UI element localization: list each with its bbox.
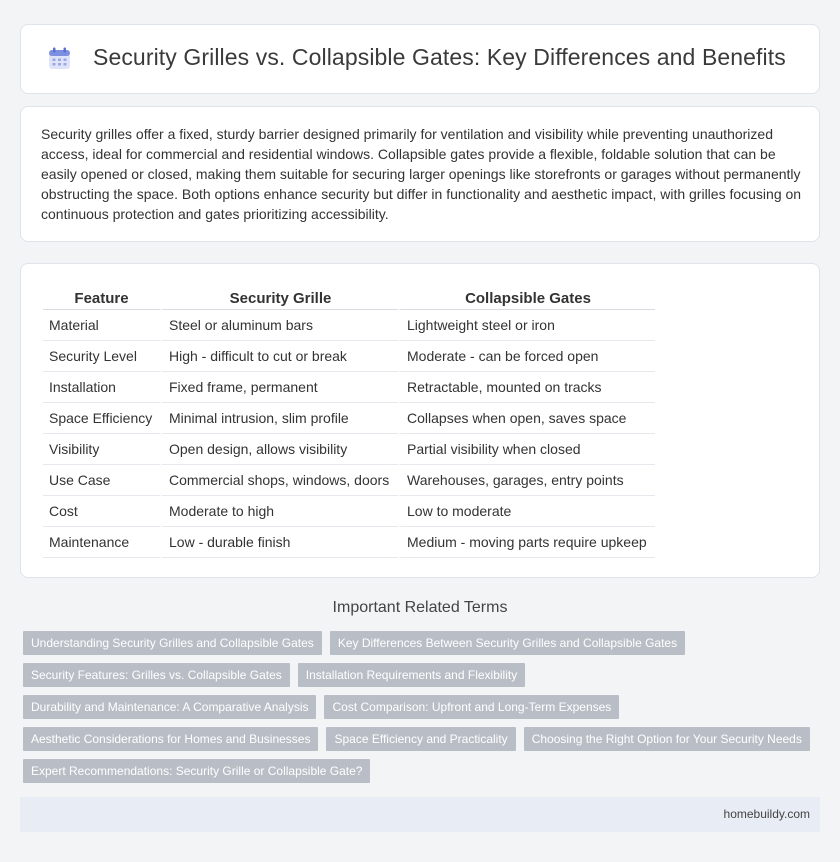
table-row — [43, 403, 655, 434]
header-security-grille: Security Grille — [160, 287, 398, 310]
footer-site[interactable]: homebuildy.com — [723, 807, 810, 821]
table-row — [43, 372, 655, 403]
related-term-tag[interactable]: Space Efficiency and Practicality — [326, 727, 515, 751]
cell-security-grille: Open design, allows visibility — [160, 434, 398, 465]
table-row — [43, 434, 655, 465]
header-collapsible-gates: Collapsible Gates — [398, 287, 655, 310]
page-header — [20, 24, 820, 94]
cell-security-grille: Fixed frame, permanent — [160, 372, 398, 403]
related-term-tag[interactable]: Security Features: Grilles vs. Collapsible Gates — [23, 663, 290, 687]
cell-feature: Visibility — [43, 434, 160, 465]
related-terms-title: Important Related Terms — [332, 599, 508, 616]
tag-row — [23, 631, 813, 655]
cell-collapsible-gates: Moderate - can be forced open — [398, 341, 655, 372]
tag-row — [23, 695, 813, 719]
tag-row — [23, 727, 813, 751]
cell-security-grille: Commercial shops, windows, doors — [160, 465, 398, 496]
related-term-tag[interactable]: Choosing the Right Option for Your Security Needs — [524, 727, 810, 751]
table-row — [43, 496, 655, 527]
cell-security-grille: Steel or aluminum bars — [160, 310, 398, 341]
cell-collapsible-gates: Collapses when open, saves space — [398, 403, 655, 434]
table-header-row — [43, 287, 655, 310]
table-row — [43, 527, 655, 558]
cell-collapsible-gates: Low to moderate — [398, 496, 655, 527]
summary-text: Security grilles offer a fixed, sturdy barrier designed primarily for ventilation and visibility while preventing unauthorized access, ideal for commercial and residential windows. Collapsible gates provide a flexible, foldable solution that can be easily opened or closed, making them suitable for securing larger openings like storefronts or garages without permanently obstructing the space. Both options enhance security but differ in functionality and aesthetic impact, with grilles focusing on continuous protection and gates prioritizing accessibility. — [41, 126, 802, 222]
cell-security-grille: Low - durable finish — [160, 527, 398, 558]
header-feature: Feature — [43, 287, 160, 310]
related-term-tag[interactable]: Installation Requirements and Flexibility — [298, 663, 525, 687]
cell-feature: Security Level — [43, 341, 160, 372]
related-term-tag[interactable]: Cost Comparison: Upfront and Long-Term Expenses — [324, 695, 619, 719]
cell-security-grille: High - difficult to cut or break — [160, 341, 398, 372]
cell-collapsible-gates: Lightweight steel or iron — [398, 310, 655, 341]
cell-collapsible-gates: Partial visibility when closed — [398, 434, 655, 465]
related-terms-list — [23, 631, 813, 791]
page-title: Security Grilles vs. Collapsible Gates: Key Differences and Benefits — [93, 44, 786, 70]
footer — [20, 797, 820, 832]
related-term-tag[interactable]: Durability and Maintenance: A Comparative Analysis — [23, 695, 316, 719]
summary-card — [20, 106, 820, 242]
related-term-tag[interactable]: Key Differences Between Security Grilles and Collapsible Gates — [330, 631, 685, 655]
cell-collapsible-gates: Retractable, mounted on tracks — [398, 372, 655, 403]
table-row — [43, 465, 655, 496]
cell-collapsible-gates: Warehouses, garages, entry points — [398, 465, 655, 496]
cell-feature: Maintenance — [43, 527, 160, 558]
comparison-card — [20, 263, 820, 578]
related-term-tag[interactable]: Aesthetic Considerations for Homes and Businesses — [23, 727, 318, 751]
cell-feature: Cost — [43, 496, 160, 527]
related-term-tag[interactable]: Expert Recommendations: Security Grille or Collapsible Gate? — [23, 759, 370, 783]
cell-collapsible-gates: Medium - moving parts require upkeep — [398, 527, 655, 558]
comparison-table — [43, 287, 655, 558]
calendar-icon — [47, 46, 72, 71]
table-row — [43, 310, 655, 341]
table-row — [43, 341, 655, 372]
cell-feature: Installation — [43, 372, 160, 403]
tag-row — [23, 759, 813, 783]
tag-row — [23, 663, 813, 687]
cell-security-grille: Minimal intrusion, slim profile — [160, 403, 398, 434]
related-term-tag[interactable]: Understanding Security Grilles and Collapsible Gates — [23, 631, 322, 655]
cell-feature: Material — [43, 310, 160, 341]
cell-security-grille: Moderate to high — [160, 496, 398, 527]
cell-feature: Use Case — [43, 465, 160, 496]
cell-feature: Space Efficiency — [43, 403, 160, 434]
